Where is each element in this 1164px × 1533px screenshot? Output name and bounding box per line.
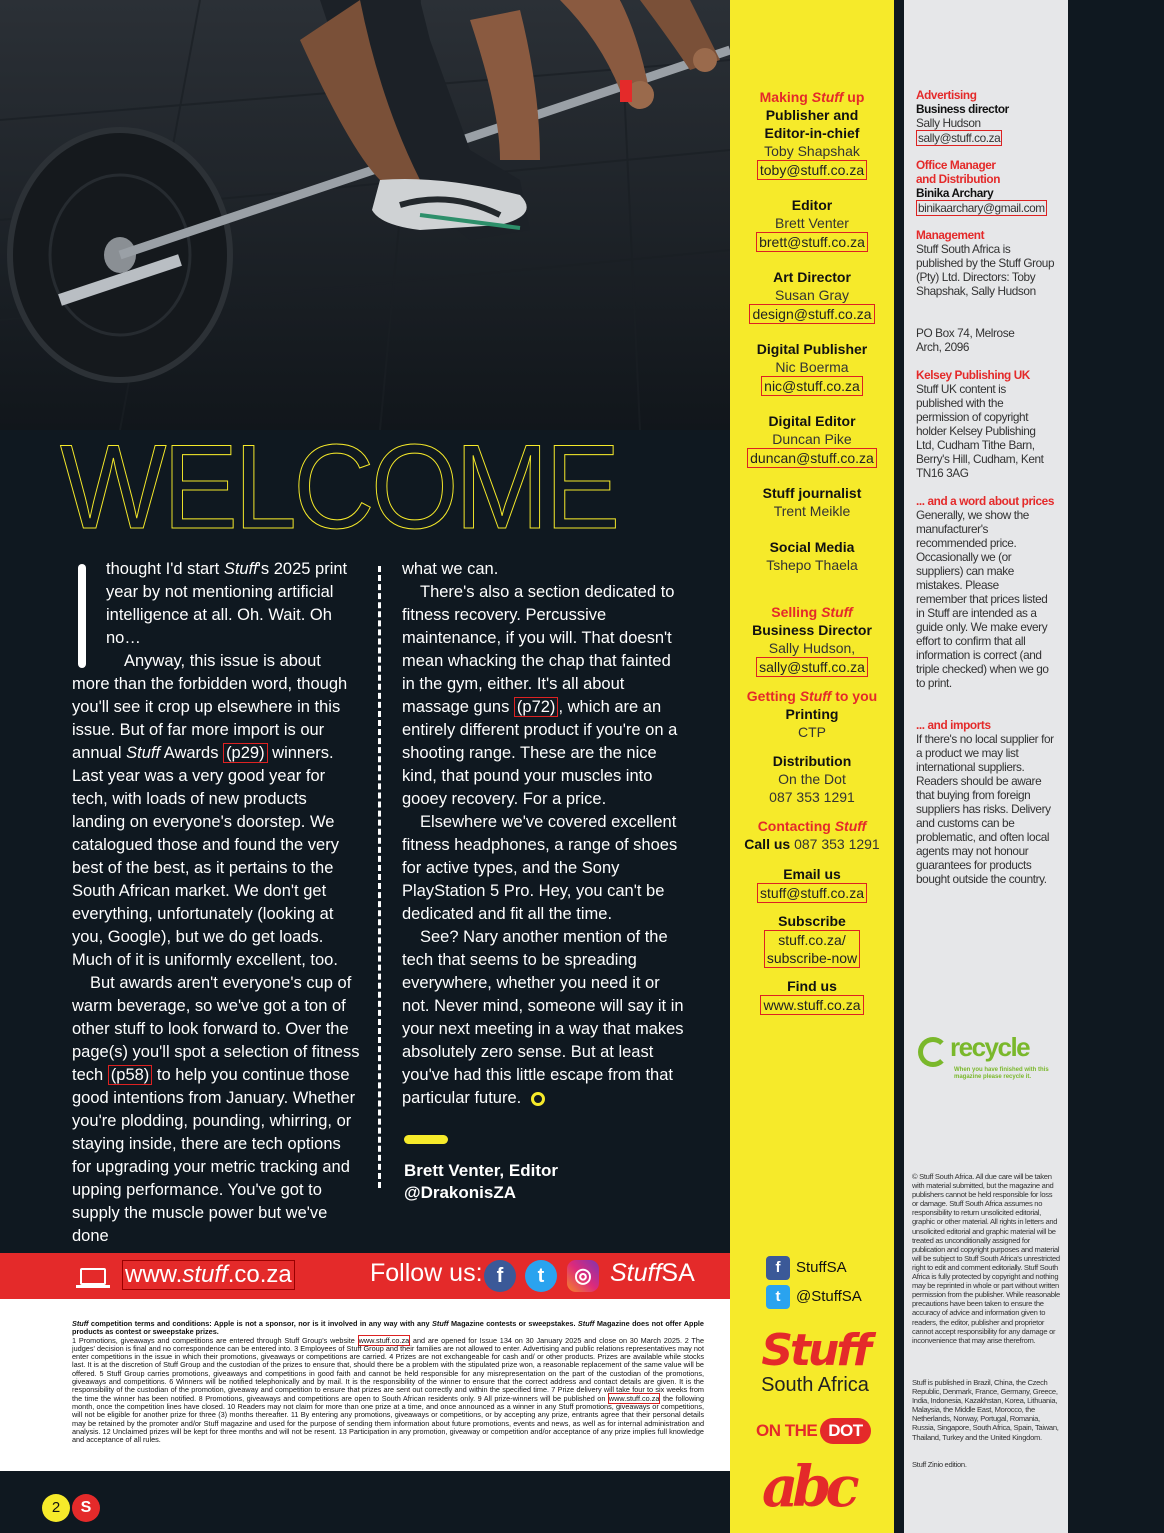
follow-label: Follow us: — [370, 1259, 483, 1287]
twitter-handle[interactable]: t @StuffSA — [766, 1285, 886, 1311]
facebook-icon: f — [766, 1256, 790, 1280]
masthead-find-us: Find us www.stuff.co.za — [730, 977, 894, 1015]
abc-logo: abc — [762, 1454, 854, 1520]
side-prices: ... and a word about prices Generally, we show the manufacturer's recommended price. Occasionally we (or suppliers) can make mistakes. Please remember that prices listed in Stuff are intended as a guide only. We make every effort to confirm that all information is correct (and triple checked) when we go to print. — [916, 494, 1054, 690]
copyright-notice: © Stuff South Africa. All due care will be taken with material submitted, but the magazine and publishers cannot be held responsible for loss or damage. Stuff South Africa assumes no responsibility to return unsolicited editorial, graphic or other material. All rights in letters and unsolicited editorial and graphic material will be treated as unconditionally assigned for publication and copyright purposes and material will be subject to Stuff South Africa's unrestricted right to edit and comment editorially. Stuff South Africa is fully protected by copyright and nothing may be reprinted in whole or part without written permission from the publisher. While reasonable precautions have been taken to ensure the accuracy of advice and information given to readers, the editor, publisher and proprietor cannot accept responsibility for any damage or inconvenience that may arise therefrom. — [912, 1172, 1060, 1345]
advertising-email[interactable]: sally@stuff.co.za — [918, 131, 1001, 145]
masthead-digital-publisher: Digital Publisher Nic Boerma nic@stuff.co.za — [756, 341, 868, 394]
recycle-logo: recycle When you have finished with this magazine please recycle it. — [918, 1032, 1058, 1081]
social-handle: StuffSA — [610, 1259, 695, 1287]
stuff-south-africa-logo: Stuff South Africa — [761, 1325, 869, 1396]
masthead-subscribe: Subscribe stuff.co.za/ subscribe-now — [730, 912, 894, 968]
contact-email[interactable]: stuff@stuff.co.za — [757, 883, 867, 903]
masthead-email-us: Email us stuff@stuff.co.za — [730, 865, 894, 903]
page-ref-p72[interactable]: (p72) — [514, 697, 559, 717]
side-po-box: PO Box 74, Melrose Arch, 2096 — [916, 326, 1015, 354]
hero-illustration — [0, 0, 730, 430]
side-kelsey: Kelsey Publishing UK Stuff UK content is published with the permission of copyright holder Kelsey Publishing Ltd, Cudham Tithe Barn, Berry's Hill, Cudham, Kent TN16 3AG — [916, 368, 1044, 480]
masthead-selling-stuff: Selling Stuff Business Director Sally Hudson, sally@stuff.co.za — [752, 604, 872, 675]
side-management: Management Stuff South Africa is published by the Stuff Group (Pty) Ltd. Directors: Toby Shapshak, Sally Hudson — [916, 228, 1055, 298]
zinio-note: Stuff Zinio edition. — [912, 1460, 967, 1469]
signature-name: Brett Venter, Editor — [404, 1161, 558, 1180]
digital-publisher-email[interactable]: nic@stuff.co.za — [761, 376, 863, 396]
facebook-icon[interactable]: f — [484, 1260, 516, 1292]
editorial-column-1: thought I'd start Stuff's 2025 print year by not mentioning artificial intelligence at all. Oh. Wait. Oh no… Anyway, this issue is about more than the forbidden word, though you'll see it crop up elsewhere in this issue. But of far more import is our annual Stuff Awards (p29) winners. Last year was a very good year for tech, with loads of new products landing on everyone's doorstep. We catalogued those and found the very best of the best, as it pertains to the South African market. We don't get everything, unfortunately (looking at you, Google), but we do get loads. Much of it is uniformly excellent, too. But awards aren't everyone's cup of warm beverage, so we've got a ton of other stuff to look forward to. Over the page(s) you'll spot a selection of fitness tech (p58) to help you continue those good intentions from January. Whether you're plodding, pounding, whirring, or staying inside, there are tech options for upgrading your metric tracking and upping performance. You've got to supply the muscle power but we've done — [72, 560, 360, 1245]
side-imports: ... and imports If there's no local supplier for a product we may list international suppliers. Readers should be aware that buying from foreign suppliers has risks. Delivery and customs can be problematic, and often local agents may not honour guarantees for products bought outside the country. — [916, 718, 1054, 886]
on-the-dot-logo: ON THE DOT — [756, 1418, 871, 1444]
welcome-headline: WELCOME — [60, 420, 617, 554]
competition-terms: Stuff competition terms and conditions: Apple is not a sponsor, nor is it involved in any way with any Stuff Magazine contests or sweepstakes. Stuff Magazine does not offer Apple products as contest or sweepstake prizes. 1 Promotions, giveaways and competitions are entered through Stuff Group's website www.stuff.co.za and are opened for Issue 134 on 30 January 2025 and close on 30 March 2025. 2 The judges' decision is final and no correspondence can be entered into. 3 Employees of Stuff Group and their families are not allowed to enter. Advertising and public relations representatives may not enter competitions in the issue in which their promotions, giveaways or competitions are carried. 4 Prizes are not exchangeable for cash and/ or other products. Prizes are available while stocks last. It is at the discretion of Stuff Group and the custodian of the prizes to ensure that, should there be a problem with the stipulated prize won, a reasonable replacement of the same value will be offered. 5 Stuff Group carries promotions, giveaways and competitions in good faith and cannot be held responsible for any misrepresentation on the part of the custodian of the promotions, giveaways and competitions. 6 Winners will be notified telephonically and by mail. It is the responsibility of the winner to ensure that the correct address and contact details are given. It is the responsibility of the custodian of the promotion, giveaway and competition to ensure that prizes are sent out correctly and within the specified time. 7 Prize delivery will take four to six weeks from the time the winner has been notified. 8 Promotions, giveaways and competitions are open to South African residents only. 9 All prize-winners will be published on www.stuff.co.za the following month, once the competition lines have closed. 10 Readers may not claim for more than one prize at a time, and once announced as a winner in any Stuff promotions, giveaways or competitions, will not be eligible for another prize for three (3) months thereafter. 11 By entering any promotions, giveaways or competitions, or by accepting any prize, entrants agree that their personal details may be retained by the promoter and/or Stuff magazine and used for the purpose of sending them information about future promotions, events and news, as well as for internal administration and analysis. 12 Unclaimed prizes will be kept for three months and will not be resent. 13 Participation in any promotion, giveaway or competition and/or acceptance of any prize implies full knowledge and acceptance of all rules. — [72, 1319, 705, 1445]
side-advertising: Advertising Business director Sally Hudson sally@stuff.co.za — [916, 88, 1009, 145]
recycle-icon — [918, 1037, 948, 1067]
masthead-editor: Editor Brett Venter brett@stuff.co.za — [730, 196, 894, 252]
stuff-mini-logo: S — [72, 1494, 100, 1522]
laptop-icon — [80, 1268, 106, 1285]
drop-cap-i — [78, 564, 86, 668]
masthead-making-stuff: Making Stuff up Publisher and Editor-in-chief Toby Shapshak toby@stuff.co.za — [730, 88, 894, 180]
signature — [404, 1160, 558, 1204]
masthead-digital-editor: Digital Editor Duncan Pike duncan@stuff.co.za — [730, 412, 894, 468]
page-number: 2 — [42, 1494, 70, 1522]
find-us-link[interactable]: www.stuff.co.za — [760, 995, 863, 1015]
editor-email[interactable]: brett@stuff.co.za — [756, 232, 868, 252]
digital-editor-email[interactable]: duncan@stuff.co.za — [747, 448, 877, 468]
website-link[interactable]: www.stuff.co.za — [122, 1260, 295, 1290]
subscribe-link[interactable]: stuff.co.za/ subscribe-now — [764, 930, 860, 968]
page-ref-p58[interactable]: (p58) — [108, 1065, 153, 1085]
masthead-getting-stuff: Getting Stuff to you Printing CTP — [746, 688, 878, 740]
signature-bar — [404, 1135, 448, 1144]
twitter-icon: t — [766, 1285, 790, 1309]
column-divider — [378, 566, 381, 1188]
editorial-column-2: what we can. There's also a section dedicated to fitness recovery. Percussive maintenance, if you will. That doesn't mean whacking the chap that fainted in the gym, either. It's all about massage guns (p72) , which are an entirely different product if you're on a shooting range. These are the nice kind, that pound your muscles into gooey recovery. For a price. Elsewhere we've covered excellent fitness headphones, a range of shoes for active types, and the Sony PlayStation 5 Pro. Hey, you can't be dedicated and fit all the time. See? Nary another mention of the tech that seems to be spreading everywhere, whether you need it or not. Never mind, someone will say it in your next meeting in a way that makes absolutely zero sense. But at least you've had this little escape from that particular future. — [402, 560, 684, 1107]
masthead-art-director: Art Director Susan Gray design@stuff.co.za — [730, 268, 894, 324]
masthead-contacting-stuff: Contacting Stuff Call us 087 353 1291 — [744, 818, 880, 852]
twitter-icon[interactable]: t — [525, 1260, 557, 1292]
page-ref-p29[interactable]: (p29) — [223, 743, 268, 763]
business-director-email[interactable]: sally@stuff.co.za — [756, 657, 868, 677]
hero-photo-weightlifter — [0, 0, 730, 430]
end-mark-icon — [531, 1092, 545, 1106]
office-manager-email[interactable]: binikaarchary@gmail.com — [918, 201, 1045, 215]
side-office-manager: Office Manager and Distribution Binika Archary binikaarchary@gmail.com — [916, 158, 1045, 215]
facebook-handle[interactable]: f StuffSA — [766, 1256, 886, 1282]
art-director-email[interactable]: design@stuff.co.za — [749, 304, 874, 324]
masthead-social-media: Social Media Tshepo Thaela — [766, 539, 858, 573]
masthead-journalist: Stuff journalist Trent Meikle — [762, 485, 862, 519]
instagram-icon[interactable]: ◎ — [567, 1260, 599, 1292]
signature-handle: @DrakonisZA — [404, 1183, 516, 1202]
terms-link-2[interactable]: www.stuff.co.za — [608, 1393, 660, 1403]
masthead-distribution: Distribution On the Dot 087 353 1291 — [769, 753, 855, 805]
international-editions: Stuff is published in Brazil, China, the Czech Republic, Denmark, France, Germany, Greece, India, Indonesia, Kazakhstan, Korea, Lithuania, Malaysia, the Middle East, Morocco, the Netherlands, Norway, Portugal, Romania, Russia, Singapore, South Africa, Spain, Taiwan, Thailand, Turkey and the United Kingdom. — [912, 1378, 1059, 1442]
publisher-email[interactable]: toby@stuff.co.za — [757, 160, 867, 180]
terms-link-1[interactable]: www.stuff.co.za — [358, 1335, 410, 1345]
